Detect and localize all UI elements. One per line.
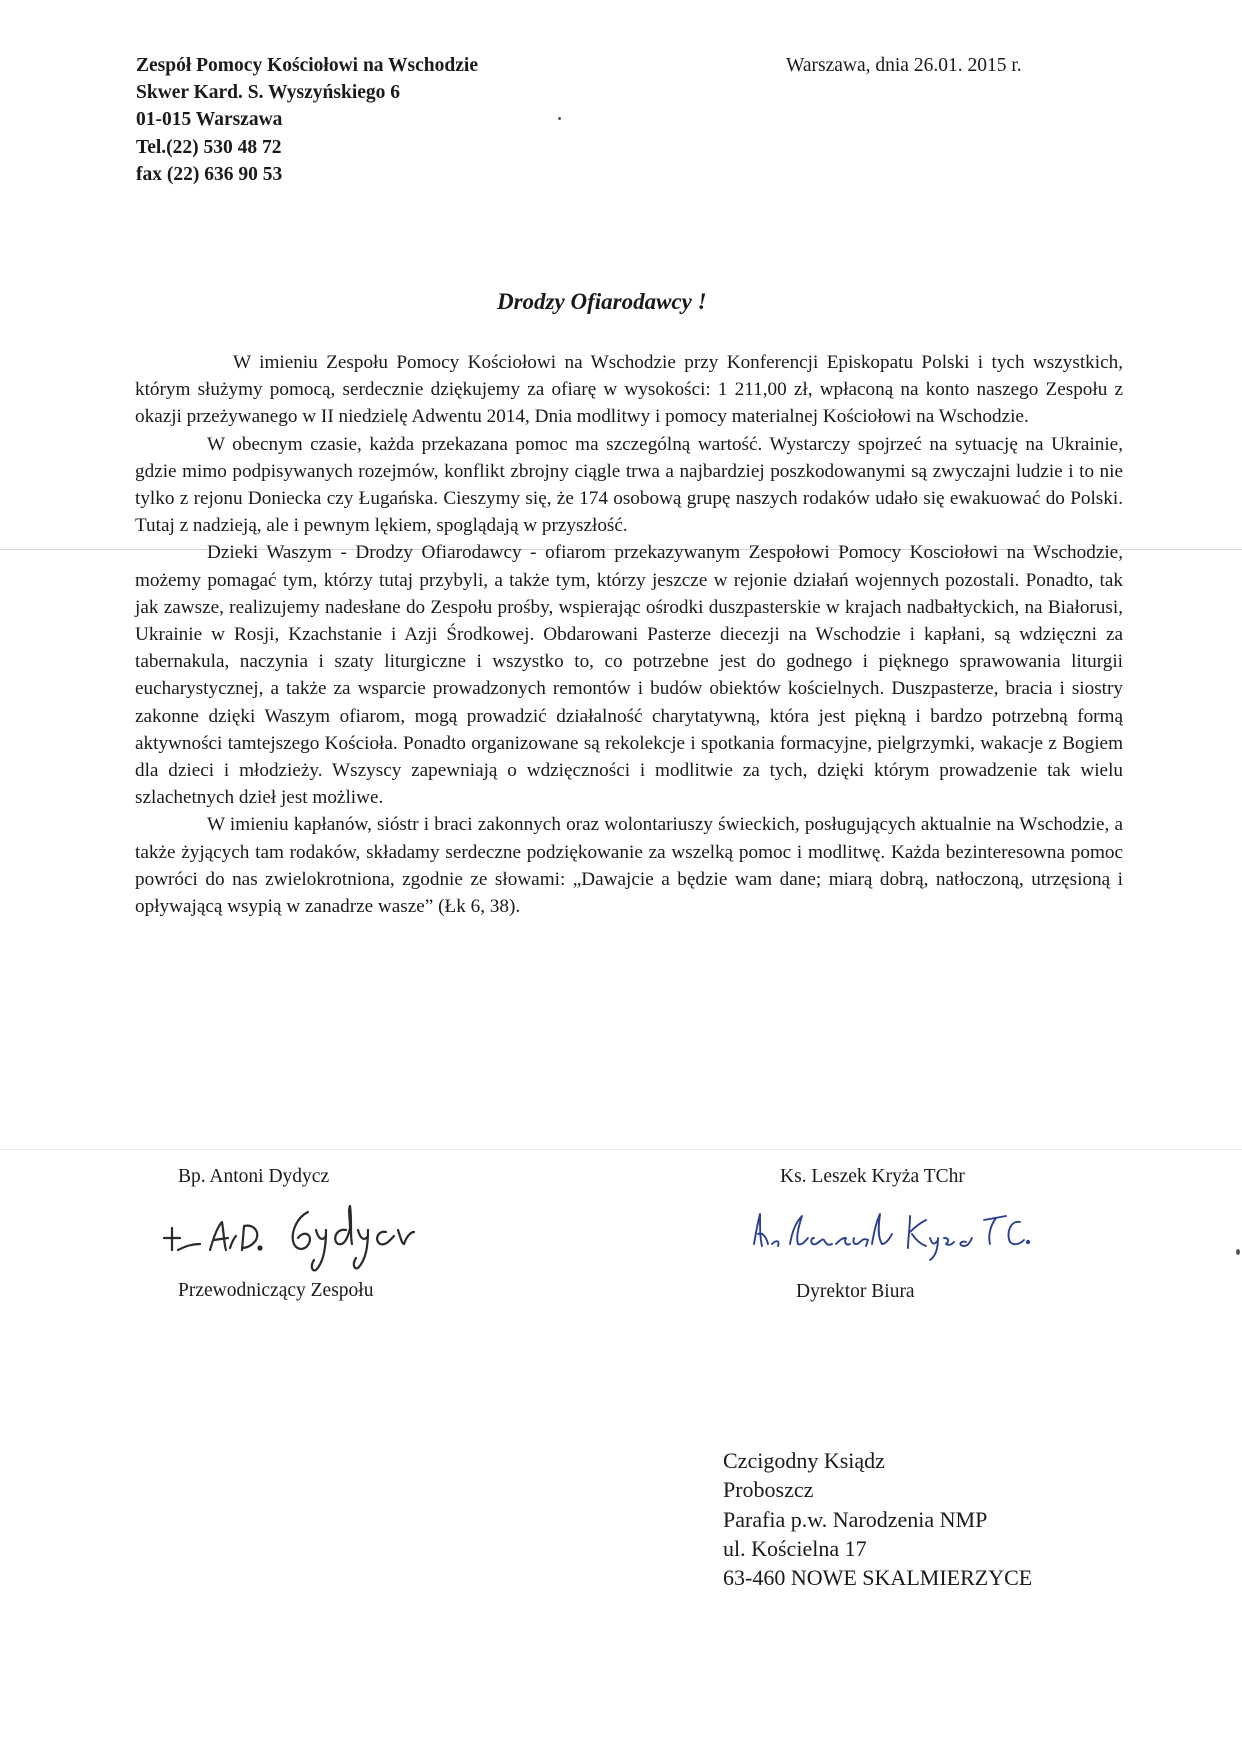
signatory-right-role: Dyrektor Biura: [796, 1281, 915, 1302]
signatory-left-role: Przewodniczący Zespołu: [178, 1280, 374, 1301]
recipient-street: ul. Kościelna 17: [723, 1535, 867, 1561]
recipient-city: 63-460 NOWE SKALMIERZYCE: [723, 1565, 1033, 1591]
sender-organization: Zespół Pomocy Kościołowi na Wschodzie: [136, 55, 478, 76]
signature-right: [744, 1204, 1034, 1264]
recipient-parish: Parafia p.w. Narodzenia NMP: [723, 1506, 988, 1532]
signatory-left-name: Bp. Antoni Dydycz: [178, 1166, 330, 1187]
sender-phone: Tel.(22) 530 48 72: [136, 136, 282, 158]
paragraph-closing: W imieniu kapłanów, sióstr i braci zakonnych oraz wolontariuszy świeckich, posługujących aktualnie na Wschodzie, a także żyjących tam rodaków, składamy serdeczne podziękowanie za wszelką pomoc i modlitwę. Każda bezinteresowna pomoc powróci do nas zwielokrotniona, zgodnie ze słowami: „Dawajcie a będzie wam dane; miarą dobrą, natłoczoną, utrzęsioną i opływającą wsypią w zanadrze wasze” (Łk 6, 38).: [135, 814, 1123, 918]
paragraph-thanks: W imieniu Zespołu Pomocy Kościołowi na Wschodzie przy Konferencji Episkopatu Polski i tych wszystkich, którym służymy pomocą, serdecznie dziękujemy za ofiarę w wysokości: 1 211,00 zł, wpłaconą na konto naszego Zespołu z okazji przeżywanego w II niedzielę Adwentu 2014, Dnia modlitwy i pomocy materialnej Kościołowi na Wschodzie.: [135, 352, 1123, 428]
sender-city: 01-015 Warszawa: [136, 109, 283, 131]
letter-date: Warszawa, dnia 26.01. 2015 r.: [786, 55, 1022, 76]
sender-address: [136, 52, 696, 188]
recipient-title: Proboszcz: [723, 1477, 814, 1503]
recipient-address: [723, 1446, 1032, 1592]
greeting: Drodzy Ofiarodawcy !: [497, 289, 707, 314]
signatory-right-name: Ks. Leszek Kryża TChr: [780, 1166, 965, 1187]
sender-fax: fax (22) 636 90 53: [136, 163, 283, 185]
scan-artifact-line: [0, 1149, 1242, 1150]
letter-body: [135, 349, 1123, 920]
signature-left: [158, 1200, 458, 1280]
paragraph-ukraine: W obecnym czasie, każda przekazana pomoc ma szczególną wartość. Wystarczy spojrzeć na sytuację na Ukrainie, gdzie mimo podpisywanych rozejmów, konflikt zbrojny ciągle trwa a najbardziej poszkodowanymi są zwyczajni ludzie i to nie tylko z rejonu Doniecka czy Ługańska. Cieszymy się, że 174 osobową grupę naszych rodaków udało się ewakuować do Polski. Tutaj z nadzieją, ale i pewnym lękiem, spoglądają w przyszłość.: [135, 433, 1123, 537]
recipient-salutation: Czcigodny Ksiądz: [723, 1448, 885, 1473]
paragraph-support: Dzieki Waszym - Drodzy Ofiarodawcy - ofiarom przekazywanym Zespołowi Pomocy Kosciołowi na Wschodzie, możemy pomagać tym, którzy tutaj przybyli, a także tym, którzy jeszcze w rejonie działań wojennych pozostali. Ponadto, tak jak zawsze, realizujemy nadesłane do Zespołu prośby, wspierając ośrodki duszpasterskie w krajach nadbałtyckich, na Białorusi, Ukrainie w Rosji, Kzachstanie i Azji Środkowej. Obdarowani Pasterze diecezji na Wschodzie i kapłani, są wdzięczni za tabernakula, naczynia i szaty liturgiczne i wszystko to, co potrzebne jest do godnego i pięknego sprawowania liturgii eucharystycznej, a także za wsparcie prowadzonych remontów i budów obiektów kościelnych. Duszpasterze, bracia i siostry zakonne dzięki Waszym ofiarom, mogą prowadzić działalność charytatywną, która jest piękną i bardzo potrzebną formą aktywności tamtejszego Kościoła. Ponadto organizowane są rekolekcje i spotkania formacyjne, pielgrzymki, wakacje z Bogiem dla dzieci i młodzieży. Wszyscy zapewniają o wdzięczności i modlitwie za tych, dzięki którym prowadzenie tak wielu szlachetnych dzieł jest możliwe.: [135, 542, 1123, 809]
scan-artifact-dot: [558, 117, 561, 120]
scan-artifact-dot: [1236, 1249, 1240, 1255]
sender-street: Skwer Kard. S. Wyszyńskiego 6: [136, 82, 401, 104]
